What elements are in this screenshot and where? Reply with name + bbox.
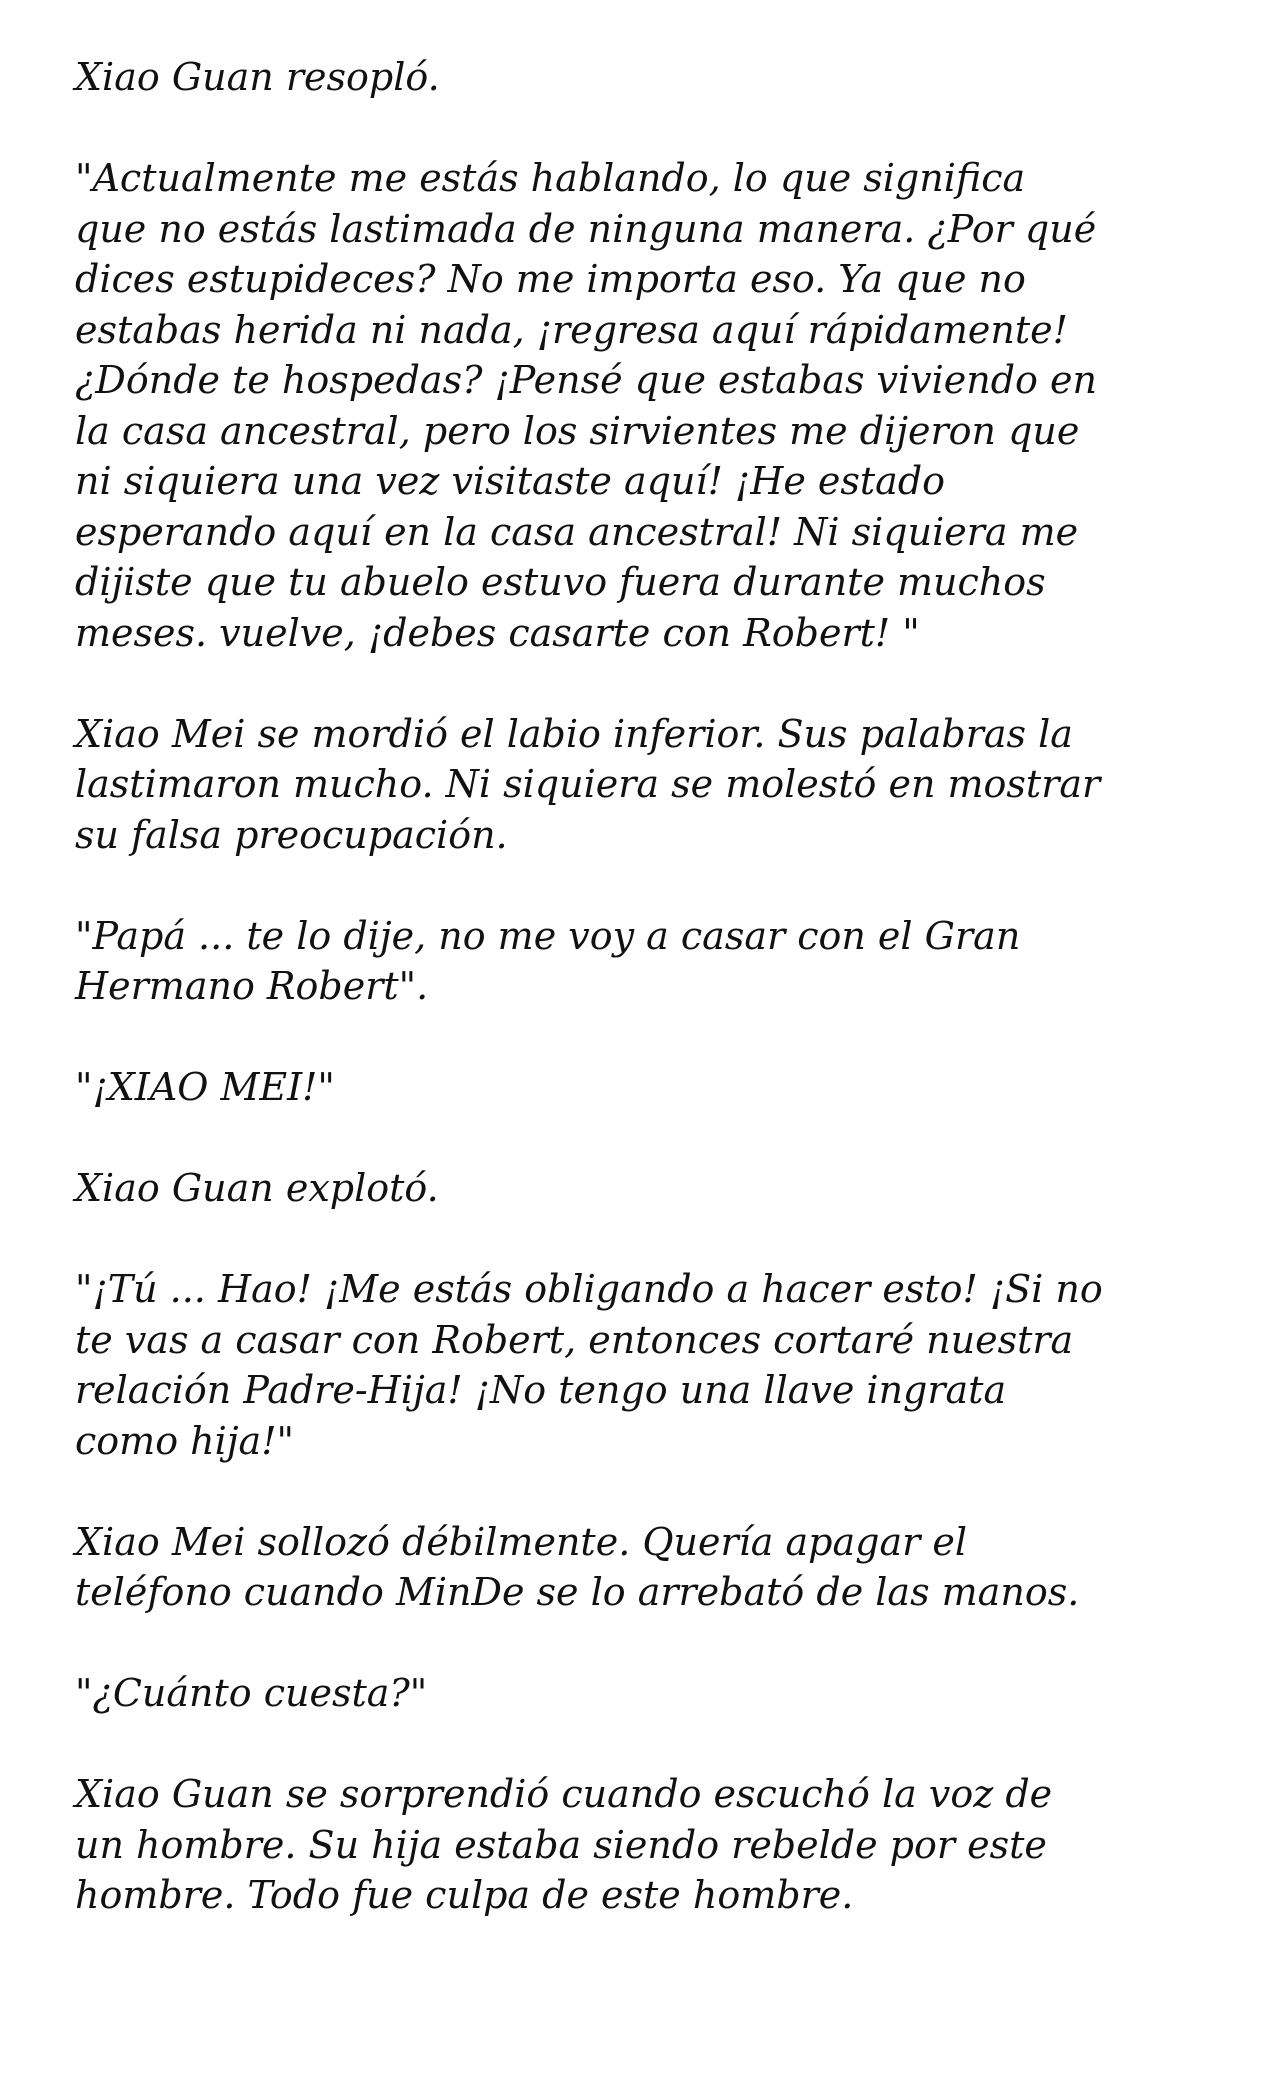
paragraph-5: "¡XIAO MEI!"	[75, 1065, 335, 1109]
paragraph-9: "¿Cuánto cuesta?"	[75, 1671, 428, 1715]
paragraph-4: "Papá ... te lo dije, no me voy a casar con el Gran Hermano Robert".	[75, 913, 1021, 1008]
paragraph-10: Xiao Guan se sorprendió cuando escuchó la voz de un hombre. Su hija estaba siendo rebelde por este hombre. Todo fue culpa de este hombre.	[75, 1772, 1053, 1917]
paragraph-3: Xiao Mei se mordió el labio inferior. Sus palabras la lastimaron mucho. Ni siquiera se molestó en mostrar su falsa preocupación.	[75, 711, 1101, 857]
paragraph-2: "Actualmente me estás hablando, lo que significa que no estás lastimada de ninguna manera. ¿Por qué dices estupideces? No me importa eso. Ya que no estabas herida ni nada, ¡regresa aquí rápidamente! ¿Dónde te hospedas? ¡Pensé que estabas viviendo en la casa ancestral, pero los sirvientes me dijeron que ni siquiera una vez visitaste aquí! ¡He estado esperando aquí en la casa ancestral! Ni siquiera me dijiste que tu abuelo estuvo fuera durante muchos meses. vuelve, ¡debes casarte con Robert! "	[75, 156, 1097, 655]
paragraph-7: "¡Tú ... Hao! ¡Me estás obligando a hacer esto! ¡Si no te vas a casar con Robert, entonces cortaré nuestra relación Padre-Hija! ¡No tengo una llave ingrata como hija!"	[75, 1267, 1103, 1463]
paragraph-6: Xiao Guan explotó.	[75, 1166, 439, 1210]
paragraph-8: Xiao Mei sollozó débilmente. Quería apagar el teléfono cuando MinDe se lo arrebató de las manos.	[75, 1519, 1080, 1614]
paragraph-1: Xiao Guan resopló.	[75, 55, 440, 99]
